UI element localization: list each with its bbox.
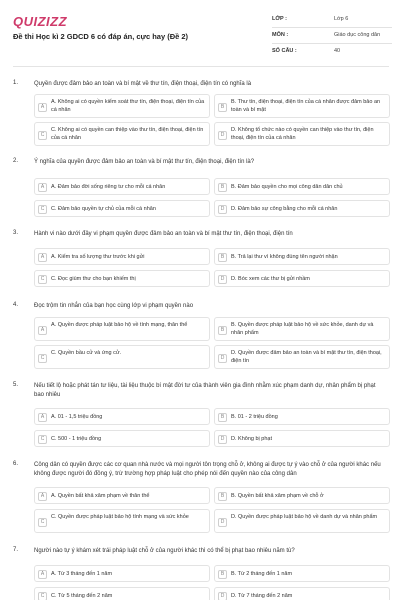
option-b[interactable] — [214, 565, 390, 582]
option-text: B. Đảm bảo quyền cho mọi công dân dân chủ — [231, 184, 343, 190]
meta-key: MÔN : — [272, 32, 289, 38]
option-b[interactable] — [214, 94, 390, 118]
option-letter: B — [218, 326, 227, 335]
quizizz-logo[interactable]: QUIZIZZ — [13, 14, 68, 29]
option-b[interactable] — [214, 487, 390, 504]
option-letter: A — [38, 326, 47, 335]
header-divider — [13, 66, 389, 67]
meta-row-subject — [272, 28, 392, 44]
option-b[interactable] — [214, 317, 390, 341]
option-text: D. Từ 7 tháng đến 2 năm — [231, 593, 293, 599]
question-number: 7. — [13, 547, 19, 553]
option-text: D. Không bị phạt — [231, 436, 272, 442]
option-text: D. Quyền được pháp luật bảo hộ về danh dự và nhân phẩm — [231, 514, 378, 520]
meta-value: Giáo dục công dân — [334, 32, 381, 38]
option-b[interactable] — [214, 248, 390, 265]
option-text: A. 01 - 1,5 triệu đồng — [51, 414, 103, 420]
option-letter: D — [218, 205, 227, 214]
option-c[interactable] — [34, 587, 210, 600]
worksheet-header — [0, 0, 400, 64]
question-number: 2. — [13, 158, 19, 164]
question-text: Hành vi nào dưới đây vi phạm quyền được đảm bảo an toàn và bí mật thư tín, điện thoại, điện tín — [34, 231, 293, 237]
option-a[interactable] — [34, 408, 210, 425]
option-letter: C — [38, 275, 47, 284]
option-text: A. Đảm bảo đời sống riêng tư cho mỗi cá nhân — [51, 184, 166, 190]
question-text: Người nào tự ý khám xét trái pháp luật chỗ ở của người khác thì có thể bị phạt bao nhiêu năm tù? — [34, 548, 295, 554]
option-letter: C — [38, 518, 47, 527]
meta-value: 40 — [334, 48, 341, 54]
option-letter: A — [38, 253, 47, 262]
option-text: A. Quyền được pháp luật bảo hộ về tính mạng, thân thể — [51, 322, 188, 328]
question-text: Ý nghĩa của quyền được đảm bảo an toàn và bí mật thư tín, điện thoại, điện tín là? — [34, 159, 255, 165]
option-letter: B — [218, 413, 227, 422]
option-letter: A — [38, 570, 47, 579]
option-letter: D — [218, 592, 227, 600]
question-number: 4. — [13, 302, 19, 308]
option-letter: C — [38, 131, 47, 140]
option-text: B. Từ 2 tháng đến 1 năm — [231, 571, 293, 577]
question-text: Công dân có quyền được các cơ quan nhà nước và mọi người tôn trọng chỗ ở, không ai được tự ý vào chỗ ở của người khác nếu không được người đó đồng ý, trừ trường hợp pháp luật cho phép nói đến quyền nào của công dân — [34, 462, 381, 477]
question-text: Quyền được đảm bảo an toàn và bí mật về thư tín, điện thoại, điện tín có nghĩa là — [34, 81, 252, 87]
option-text: A. Quyền bất khả xâm phạm về thân thể — [51, 493, 150, 499]
page-title: Đề thi Học kì 2 GDCD 6 có đáp án, cực hay (Đề 2) — [13, 32, 189, 41]
option-c[interactable] — [34, 122, 210, 146]
option-letter: B — [218, 103, 227, 112]
option-d[interactable] — [214, 587, 390, 600]
question-number: 5. — [13, 382, 19, 388]
option-text: C. Quyền được pháp luật bảo hộ tính mạng và sức khỏe — [51, 514, 189, 520]
option-b[interactable] — [214, 408, 390, 425]
option-c[interactable] — [34, 270, 210, 287]
option-text: A. Kiểm tra số lượng thư trước khi gửi — [51, 254, 145, 260]
option-letter: B — [218, 253, 227, 262]
option-text: C. 500 - 1 triệu đồng — [51, 436, 102, 442]
question-text: Nếu tiết lộ hoặc phát tán tư liệu, tài liệu thuộc bí mật đời tư của thành viên gia đình nhằm xúc phạm danh dự, nhân phẩm bị phạt bao nhiêu — [34, 383, 376, 398]
option-letter: B — [218, 492, 227, 501]
option-letter: D — [218, 131, 227, 140]
option-letter: B — [218, 570, 227, 579]
option-c[interactable] — [34, 345, 210, 369]
option-letter: D — [218, 354, 227, 363]
option-a[interactable] — [34, 178, 210, 195]
option-letter: A — [38, 413, 47, 422]
option-c[interactable] — [34, 200, 210, 217]
option-letter: A — [38, 103, 47, 112]
option-a[interactable] — [34, 487, 210, 504]
question-text: Đọc trộm tin nhắn của bạn học cùng lớp vi phạm quyền nào — [34, 303, 194, 309]
meta-row-class — [272, 12, 392, 28]
option-a[interactable] — [34, 248, 210, 265]
option-d[interactable] — [214, 509, 390, 533]
meta-key: SỐ CÂU : — [272, 48, 297, 54]
option-d[interactable] — [214, 200, 390, 217]
option-text: D. Không tổ chức nào có quyền can thiệp vào thư tín, điện thoại, điện tín của cá nhân — [231, 127, 374, 141]
option-a[interactable] — [34, 317, 210, 341]
question-number: 6. — [13, 461, 19, 467]
option-text: B. 01 - 2 triệu đồng — [231, 414, 278, 420]
option-letter: C — [38, 205, 47, 214]
option-text: C. Từ 5 tháng đến 2 năm — [51, 593, 113, 599]
option-text: C. Quyền bầu cử và ứng cử. — [51, 350, 122, 356]
option-a[interactable] — [34, 565, 210, 582]
option-text: D. Đảm bảo sự công bằng cho mỗi cá nhân — [231, 206, 338, 212]
option-d[interactable] — [214, 270, 390, 287]
option-a[interactable] — [34, 94, 210, 118]
option-text: A. Từ 3 tháng đến 1 năm — [51, 571, 113, 577]
option-letter: B — [218, 183, 227, 192]
option-text: C. Đảm bảo quyền tự chủ của mỗi cá nhân — [51, 206, 156, 212]
option-letter: A — [38, 492, 47, 501]
worksheet-meta — [272, 12, 392, 60]
option-letter: C — [38, 435, 47, 444]
option-text: B. Quyền được pháp luật bảo hộ về sức khỏe, danh dự và nhân phẩm — [231, 322, 374, 336]
option-b[interactable] — [214, 178, 390, 195]
option-letter: C — [38, 592, 47, 600]
option-text: D. Bóc xem các thư bị gửi nhầm — [231, 276, 310, 282]
option-d[interactable] — [214, 122, 390, 146]
option-letter: A — [38, 183, 47, 192]
option-text: A. Không ai có quyền kiểm soát thư tín, điện thoại, điện tín của cá nhân — [51, 99, 205, 113]
meta-value: Lớp 6 — [334, 16, 349, 22]
option-text: C. Không ai có quyền can thiệp vào thư tín, điện thoại, điện tín của cá nhân — [51, 127, 204, 141]
question-number: 3. — [13, 230, 19, 236]
option-d[interactable] — [214, 430, 390, 447]
option-c[interactable] — [34, 509, 210, 533]
option-text: D. Quyền được đảm bảo an toàn và bí mật thư tín, điện thoại, điện tín — [231, 350, 382, 364]
option-letter: D — [218, 518, 227, 527]
option-d[interactable] — [214, 345, 390, 369]
option-text: B. Thư tín, điện thoại, điện tín của cá nhân được đảm bảo an toàn và bí mật — [231, 99, 381, 113]
option-text: B. Trả lại thư vì không đúng tên người nhận — [231, 254, 338, 260]
option-letter: D — [218, 275, 227, 284]
option-text: B. Quyền bất khả xâm phạm về chỗ ở — [231, 493, 324, 499]
option-letter: D — [218, 435, 227, 444]
question-number: 1. — [13, 80, 19, 86]
option-c[interactable] — [34, 430, 210, 447]
meta-key: LỚP : — [272, 16, 287, 22]
meta-row-count — [272, 44, 392, 60]
option-letter: C — [38, 354, 47, 363]
option-text: C. Đọc giùm thư cho bạn khiếm thị — [51, 276, 136, 282]
